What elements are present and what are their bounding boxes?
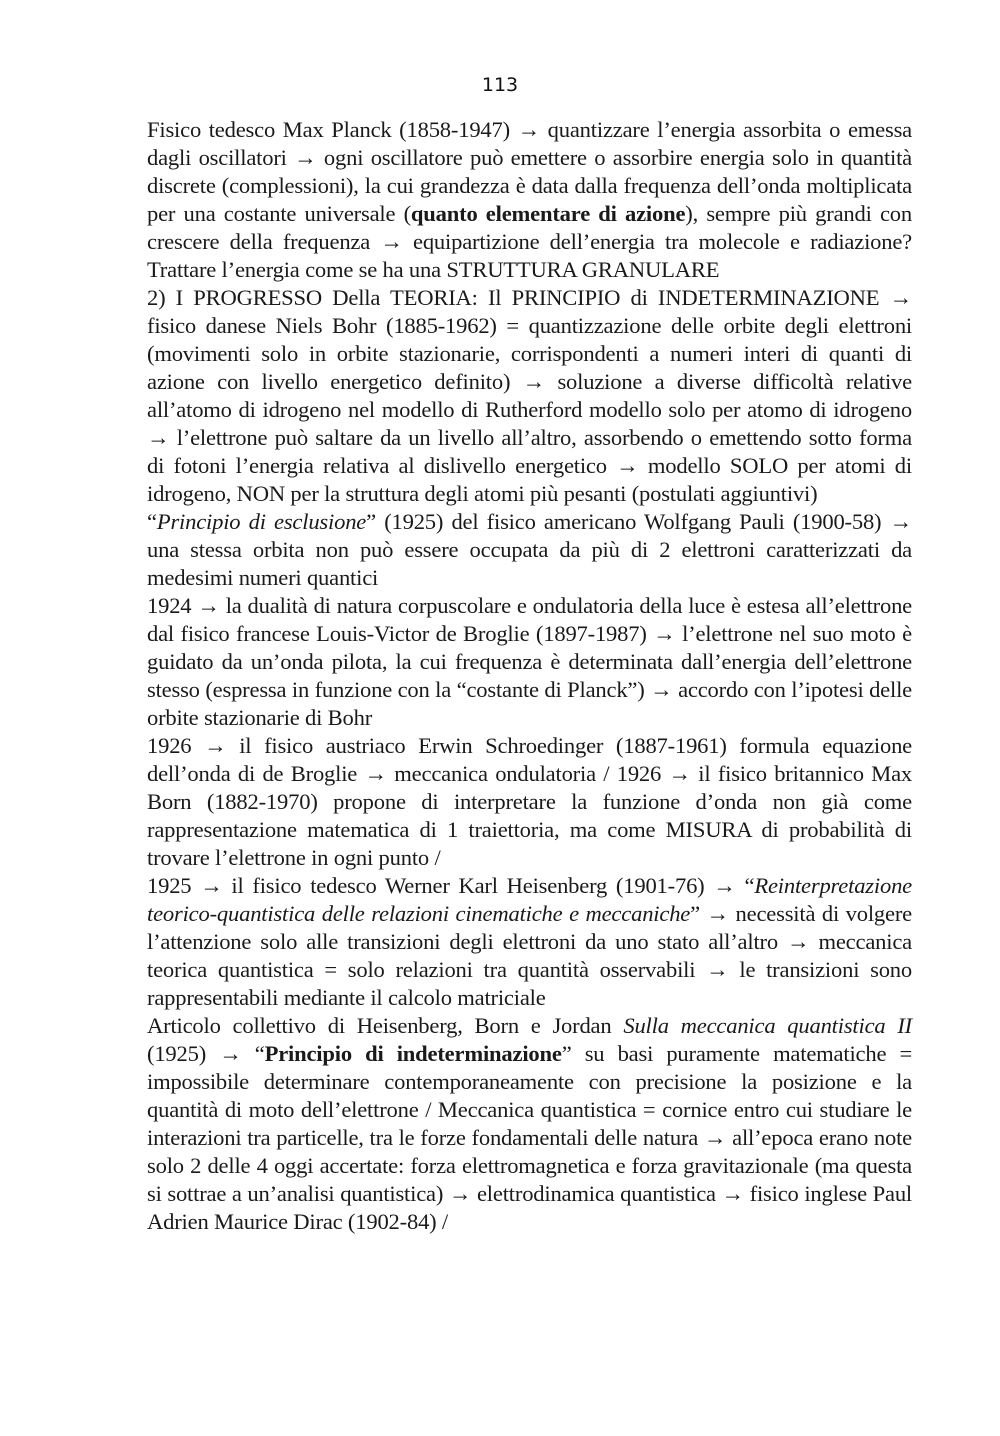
- text-span: Fisico tedesco Max Planck (1858-1947) → quantizzare l’energia assorbita o emessa dagli oscillatori → ogni oscillatore può emettere o assorbire energia solo in quantità discrete (complessioni), la cui grandezza è data dalla frequenza dell’onda moltiplicata per una costante universale (: [147, 117, 912, 226]
- text-span: ” (1925) del fisico americano Wolfgang Pauli (1900-58) → una stessa orbita non può essere occupata da più di 2 elettroni caratterizzati da medesimi numeri quantici: [147, 509, 913, 590]
- paragraph-schroedinger: 1926 → il fisico austriaco Erwin Schroedinger (1887-1961) formula equazione dell’onda di de Broglie → meccanica ondulatoria / 1926 → il fisico britannico Max Born (1882-1970) propone di interpretare la funzione d’onda non già come rappresentazione matematica di 1 traiettoria, ma come MISURA di probabilità di trovare l’elettrone in ogni punto /: [147, 733, 912, 870]
- paragraph-indeterminazione: [147, 1012, 912, 1236]
- paragraph-heisenberg: [147, 872, 912, 1012]
- text-span: ), sempre più grandi con crescere della frequenza → equipartizione dell’energia tra molecole e radiazione? Trattare l’energia come se ha una STRUTTURA GRANULARE: [147, 201, 912, 282]
- paragraph-pauli: [147, 508, 912, 592]
- bold-term: quanto elementare di azione: [410, 201, 686, 226]
- text-span: 1925 → il fisico tedesco Werner Karl Heisenberg (1901-76) → “: [147, 873, 755, 898]
- paragraph-de-broglie: 1924 → la dualità di natura corpuscolare e ondulatoria della luce è estesa all’elettrone dal fisico francese Louis-Victor de Broglie (1897-1987) → l’elettrone nel suo moto è guidato da un’onda pilota, la cui frequenza è determinata dall’energia dell’elettrone stesso (espressa in funzione con la “costante di Planck”) → accordo con l’ipotesi delle orbite stazionarie di Bohr: [147, 593, 912, 730]
- page-number: 113: [481, 74, 519, 96]
- text-span: ” su basi puramente matematiche = impossibile determinare contemporaneamente con precisione la posizione e la quantità di moto dell’elettrone / Meccanica quantistica = cornice entro cui studiare le interazioni tra particelle, tra le forze fondamentali delle natura → all’epoca erano note solo 2 delle 4 oggi accertate: forza elettromagnetica e forza gravitazionale (ma questa si sottrae a un’analisi quantistica) → elettrodinamica quantistica → fisico inglese Paul Adrien Maurice Dirac (1902-84) /: [147, 1041, 912, 1234]
- italic-title: Sulla meccanica quantistica II: [623, 1013, 912, 1038]
- text-span: “: [147, 509, 157, 534]
- text-span: Articolo collettivo di Heisenberg, Born e Jordan: [147, 1013, 624, 1038]
- bold-term: Principio di indeterminazione: [264, 1041, 562, 1066]
- page-body: [147, 116, 912, 1236]
- text-span: (1925) → “: [147, 1041, 265, 1066]
- italic-title: Principio di esclusione: [156, 509, 367, 534]
- paragraph-bohr: 2) I PROGRESSO Della TEORIA: Il PRINCIPIO di INDETERMINAZIONE → fisico danese Niels Bohr (1885-1962) = quantizzazione delle orbite degli elettroni (movimenti solo in orbite stazionarie, corrispondenti a numeri interi di quanti di azione con livello energetico definito) → soluzione a diverse difficoltà relative all’atomo di idrogeno nel modello di Rutherford modello solo per atomo di idrogeno → l’elettrone può saltare da un livello all’altro, assorbendo o emettendo sotto forma di fotoni l’energia relativa al dislivello energetico → modello SOLO per atomi di idrogeno, NON per la struttura degli atomi più pesanti (postulati aggiuntivi): [147, 285, 912, 506]
- paragraph-planck: [147, 116, 912, 284]
- text-span: ” → necessità di volgere l’attenzione solo alle transizioni degli elettroni da uno stato all’altro → meccanica teorica quantistica = solo relazioni tra quantità osservabili → le transizioni sono rappresentabili mediante il calcolo matriciale: [147, 901, 912, 1010]
- italic-title: Reinterpretazione teorico-quantistica delle relazioni cinematiche e meccaniche: [147, 873, 912, 926]
